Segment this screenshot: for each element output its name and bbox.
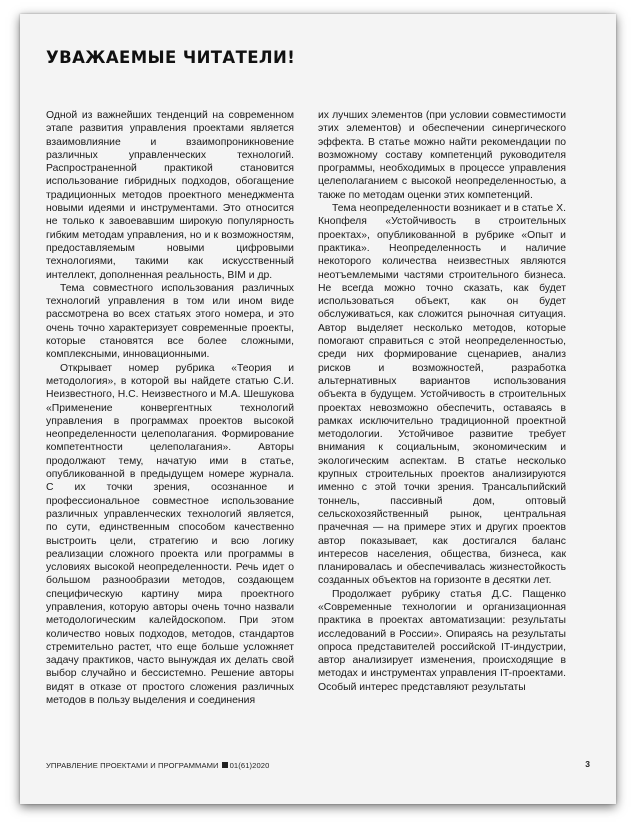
- paragraph: Тема совместного использования различных технологий управления в том или ином виде рассмотрена во всех статьях этого номера, и это очень точно характеризует современные проекты, которые становятся все более сложными, комплексными, инновационными.: [46, 282, 294, 361]
- separator-square-icon: [222, 762, 228, 768]
- paragraph: Тема неопределенности возникает и в статье Х. Кнопфеля «Устойчивость в строительных проектах», опубликованной в рубрике «Опыт и практика». Неопределенность и наличие некоторого количества неизвестных являются неотъемлемыми частями строительного бизнеса. Не всегда можно точно сказать, как будет использоваться объект, как он будет обслуживаться, как сложится рыночная ситуация. Автор выделяет несколько методов, которые помогают справиться с этой неопределенностью, среди них формирование сценариев, анализ рисков и возможностей, разработка альтернативных вариантов использования объекта в будущем. Устойчивость в строительных проектах невозможно обеспечить, оставаясь в рамках исключительно традиционной проектной методологии. Устойчивое развитие требует внимания к социальным, экономическим и экологическим аспектам. В статье несколько крупных строительных проектов анализируются именно с этой точки зрения. Трансальпийский тоннель, пассивный дом, оптовый сельскохозяйственный рынок, центральная прачечная — на примере этих и других проектов автор показывает, как достигался баланс интересов населения, общества, бизнеса, как планировалась и обеспечивалась жизнестойкость созданных объектов на горизонте в десятки лет.: [318, 203, 566, 587]
- paragraph: их лучших элементов (при условии совместимости этих элементов) и обеспечении синергического эффекта. В статье можно найти рекомендации по возможному составу компетенций руководителя программы, необходимых в процессе управления целеполаганием с высокой неопределенностью, а также по методам оценки этих компетенций.: [318, 110, 566, 201]
- magazine-page: [20, 14, 616, 804]
- paragraph: Одной из важнейших тенденций на современном этапе развития управления проектами является взаимовлияние и взаимопроникновение различных управленческих технологий. Распространенной практикой становится использование гибридных подходов, обогащение традиционных методов проектного менеджмента новыми идеями и инструментами. Это относится не только к завоевавшим широкую популярность гибким методам управления, но и к возможностям, предоставляемым новыми цифровыми технологиями, такими как искусственный интеллект, дополненная реальность, BIM и др.: [46, 110, 294, 281]
- text-column-right: [318, 109, 566, 694]
- running-footer: [46, 761, 269, 770]
- page-number: 3: [585, 759, 590, 769]
- journal-name: УПРАВЛЕНИЕ ПРОЕКТАМИ И ПРОГРАММАМИ: [46, 761, 219, 770]
- paragraph: Продолжает рубрику статья Д.С. Пащенко «Современные технологии и организационная практика в проектах автоматизации: результаты исследований в России». Опираясь на результаты опроса представителей российской IT-индустрии, автор анализирует изменения, происходящие в методах и инструментах управления IT-проектами. Особый интерес представляют результаты: [318, 588, 566, 693]
- issue-number: 01(61)2020: [229, 761, 270, 770]
- page-title: УВАЖАЕМЫЕ ЧИТАТЕЛИ!: [46, 48, 296, 67]
- paragraph: Открывает номер рубрика «Теория и методология», в которой вы найдете статью С.И. Неизвестного, Н.С. Неизвестного и М.А. Шешукова «Применение конвергентных технологий управления в программах проектов высокой неопределенности целеполагания. Формирование компетентности целеполагания». Авторы продолжают тему, начатую ими в статье, опубликованной в предыдущем номере журнала. С их точки зрения, осознанное и профессиональное совместное использование различных управленческих технологий является, по сути, единственным способом качественно выстроить цели, стратегию и всю логику реализации сложного проекта или программы в условиях высокой неопределенности. Речь идет о большом разнообразии методов, создающем специфическую картину мира проектного управления, которую авторы очень точно назвали методологическим калейдоскопом. При этом количество новых подходов, методов, стандартов стремительно растет, что еще больше усложняет задачу практиков, часто вынуждая их делать свой выбор случайно и бессистемно. Решение авторы видят в отказе от простого сложения различных методов в пользу выделения и соединения: [46, 362, 294, 707]
- text-column-left: [46, 109, 294, 707]
